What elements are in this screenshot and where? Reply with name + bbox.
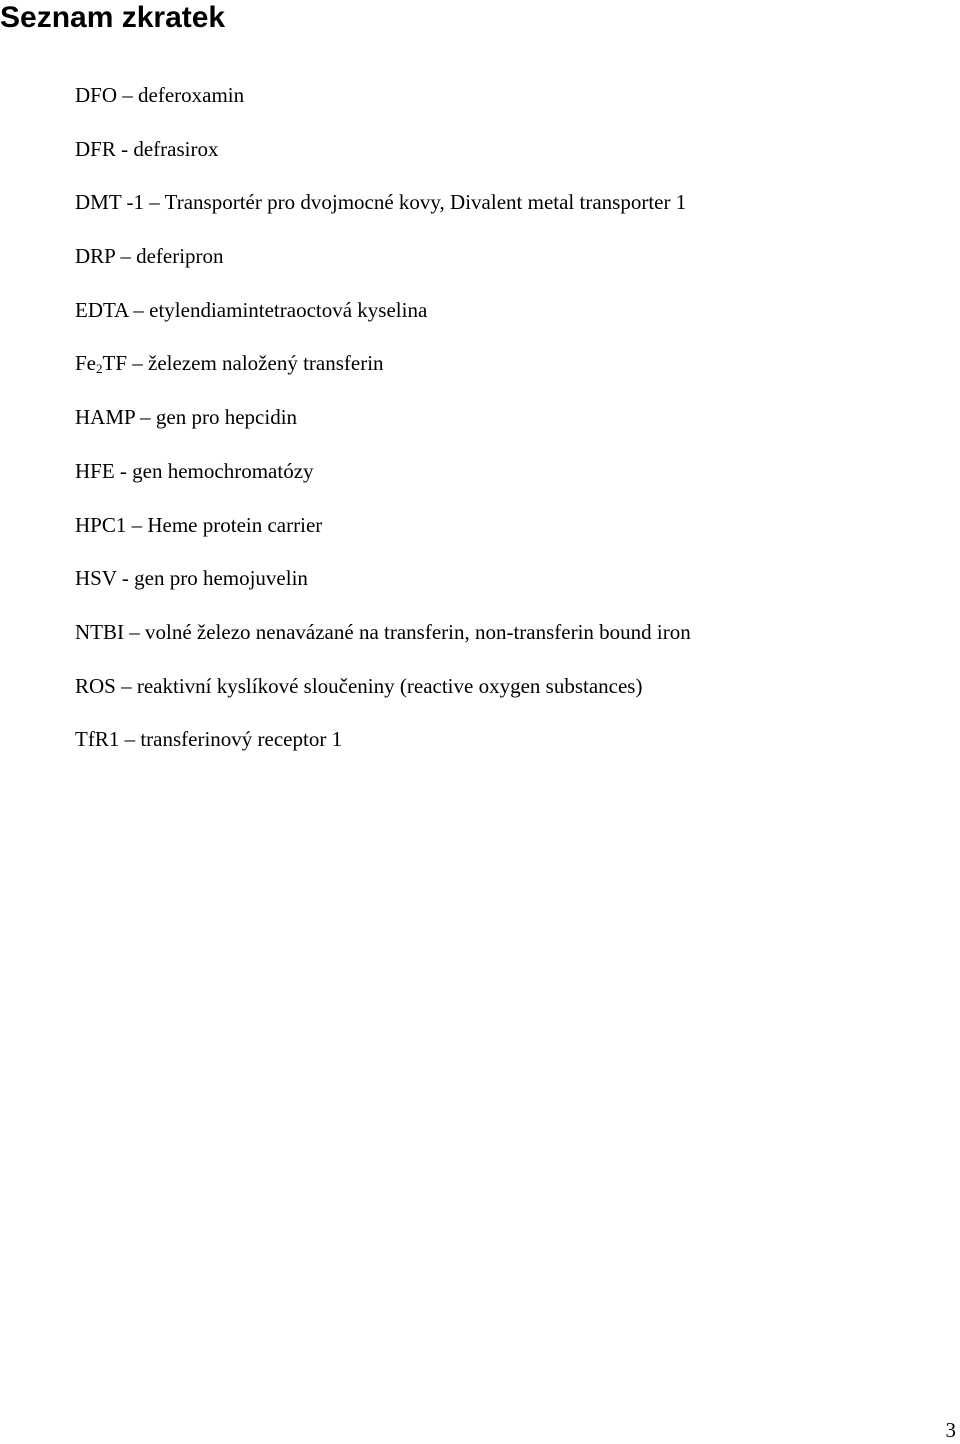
abbreviation-fe: Fe [75,351,96,376]
subscript-two: 2 [96,361,103,377]
abbreviation-list [75,80,691,778]
page-title: Seznam zkratek [0,1,226,34]
page-number: 3 [945,1418,956,1442]
abbreviation-item-edta: EDTA – etylendiamintetraoctová kyselina [75,297,428,322]
abbreviation-fe2tf-rest: TF – železem naložený transferin [102,351,384,376]
abbreviation-item-drp: DRP – deferipron [75,244,224,269]
abbreviation-item-hfe: HFE - gen hemochromatózy [75,458,314,483]
abbreviation-item-ntbi: NTBI – volné železo nenavázané na transferin, non-transferin bound iron [75,619,691,644]
abbreviation-item-dfo: DFO – deferoxamin [75,83,245,107]
abbreviation-item-ros: ROS – reaktivní kyslíkové sloučeniny (reactive oxygen substances) [75,673,643,698]
abbreviation-item-hamp: HAMP – gen pro hepcidin [75,405,298,430]
abbreviation-item-dmt1: DMT -1 – Transportér pro dvojmocné kovy, Divalent metal transporter 1 [75,190,687,215]
abbreviation-item-dfr: DFR - defrasirox [75,136,219,161]
abbreviation-item-fe2tf [75,348,691,402]
abbreviation-item-hsv: HSV - gen pro hemojuvelin [75,566,308,591]
abbreviation-item-tfr1: TfR1 – transferinový receptor 1 [75,727,343,752]
abbreviation-item-hpc1: HPC1 – Heme protein carrier [75,512,323,537]
